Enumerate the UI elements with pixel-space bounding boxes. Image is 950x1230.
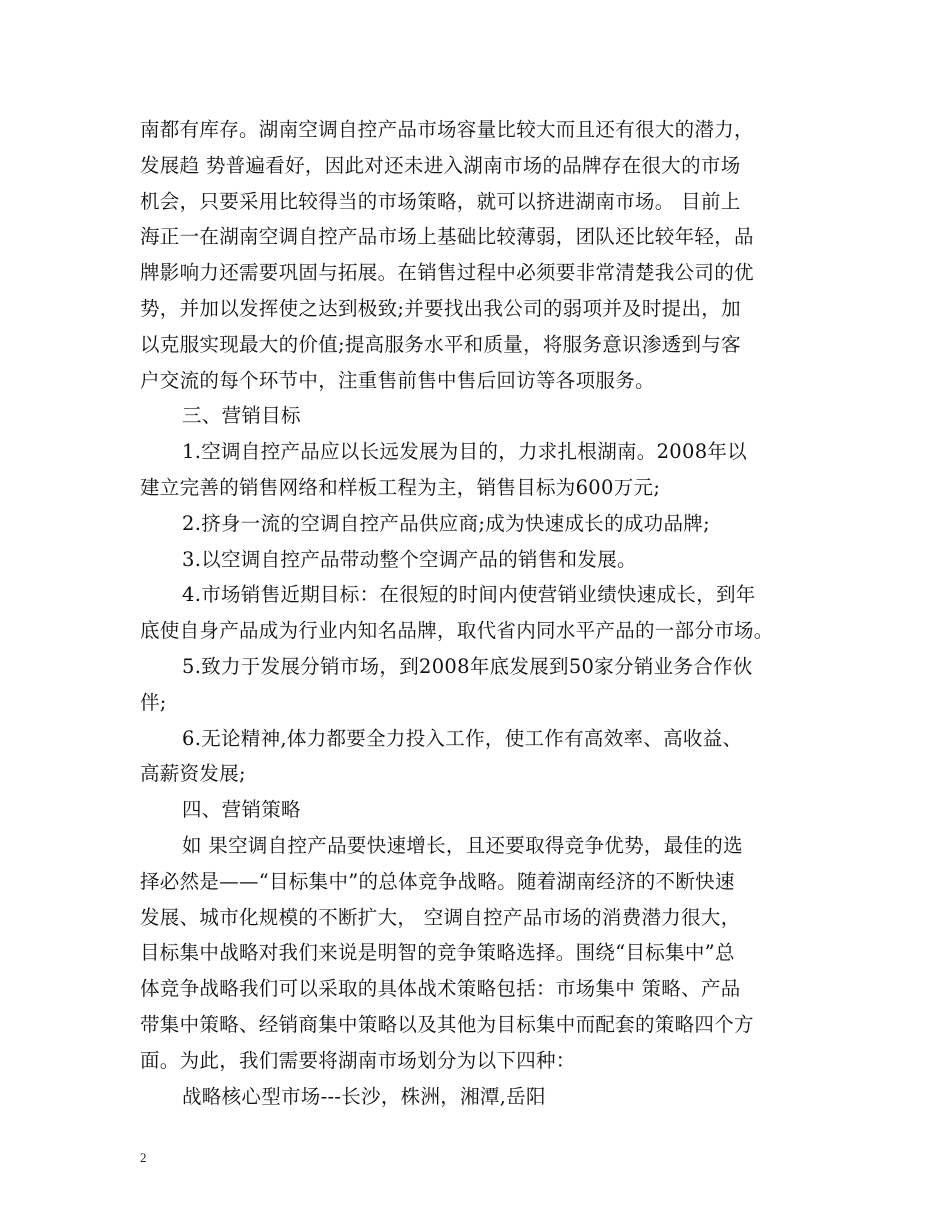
document-body	[140, 112, 820, 1114]
text-line: 南都有库存。湖南空调自控产品市场容量比较大而且还有很大的潜力，	[140, 118, 754, 141]
text-line: 机会，只要采用比较得当的市场策略，就可以挤进湖南市场。 目前上	[140, 189, 741, 213]
text-line: 发展、城市化规模的不断扩大， 空调自控产品市场的消费潜力很大，	[140, 905, 741, 929]
text-line: 户交流的每个环节中，注重售前售中售后回访等各项服务。	[140, 368, 655, 392]
text-line: 5.致力于发展分销市场，到2008年底发展到50家分销业务合作伙	[182, 654, 753, 678]
text-line: 3.以空调自控产品带动整个空调产品的销售和发展。	[182, 547, 637, 571]
text-line: 6.无论精神,体力都要全力投入工作，使工作有高效率、高收益、	[182, 726, 743, 750]
text-line: 1.空调自控产品应以长远发展为目的，力求扎根湖南。2008年以	[182, 440, 748, 464]
text-line: 发展趋 势普遍看好，因此对还未进入湖南市场的品牌存在很大的市场	[140, 153, 741, 177]
text-line: 海正一在湖南空调自控产品市场上基础比较薄弱，团队还比较年轻，品	[140, 225, 754, 249]
text-line: 择必然是——“目标集中”的总体竞争战略。随着湖南经济的不断快速	[140, 869, 735, 893]
text-line: 底使自身产品成为行业内知名品牌，取代省内同水平产品的一部分市场。	[140, 619, 774, 643]
page-number: 2	[140, 1150, 147, 1165]
text-line: 势，并加以发挥使之达到极致;并要找出我公司的弱项并及时提出，加	[140, 296, 741, 320]
text-line: 牌影响力还需要巩固与拓展。在销售过程中必须要非常清楚我公司的优	[140, 261, 754, 285]
text-line: 面。为此，我们需要将湖南市场划分为以下四种：	[140, 1048, 576, 1072]
text-line: 以克服实现最大的价值;提高服务水平和质量，将服务意识渗透到与客	[140, 332, 741, 356]
text-line: 战略核心型市场---长沙，株洲，湘潭,岳阳	[182, 1084, 546, 1108]
text-line: 体竞争战略我们可以采取的具体战术策略包括：市场集中 策略、产品	[140, 977, 741, 1001]
text-line: 三、营销目标	[182, 404, 301, 428]
text-line: 高薪资发展;	[140, 762, 246, 786]
text-line: 2.挤身一流的空调自控产品供应商;成为快速成长的成功品牌;	[182, 511, 710, 535]
text-line: 四、营销策略	[182, 798, 301, 822]
text-line: 建立完善的销售网络和样板工程为主，销售目标为600万元;	[140, 475, 661, 499]
text-line: 带集中策略、经销商集中策略以及其他为目标集中而配套的策略四个方	[140, 1012, 754, 1036]
text-line: 伴;	[140, 690, 167, 714]
text-line: 4.市场销售近期目标：在很短的时间内使营销业绩快速成长，到年	[182, 583, 756, 607]
text-line: 如 果空调自控产品要快速增长，且还要取得竞争优势，最佳的选	[182, 833, 743, 857]
text-line: 目标集中战略对我们来说是明智的竞争策略选择。围绕“目标集中”总	[140, 941, 735, 965]
